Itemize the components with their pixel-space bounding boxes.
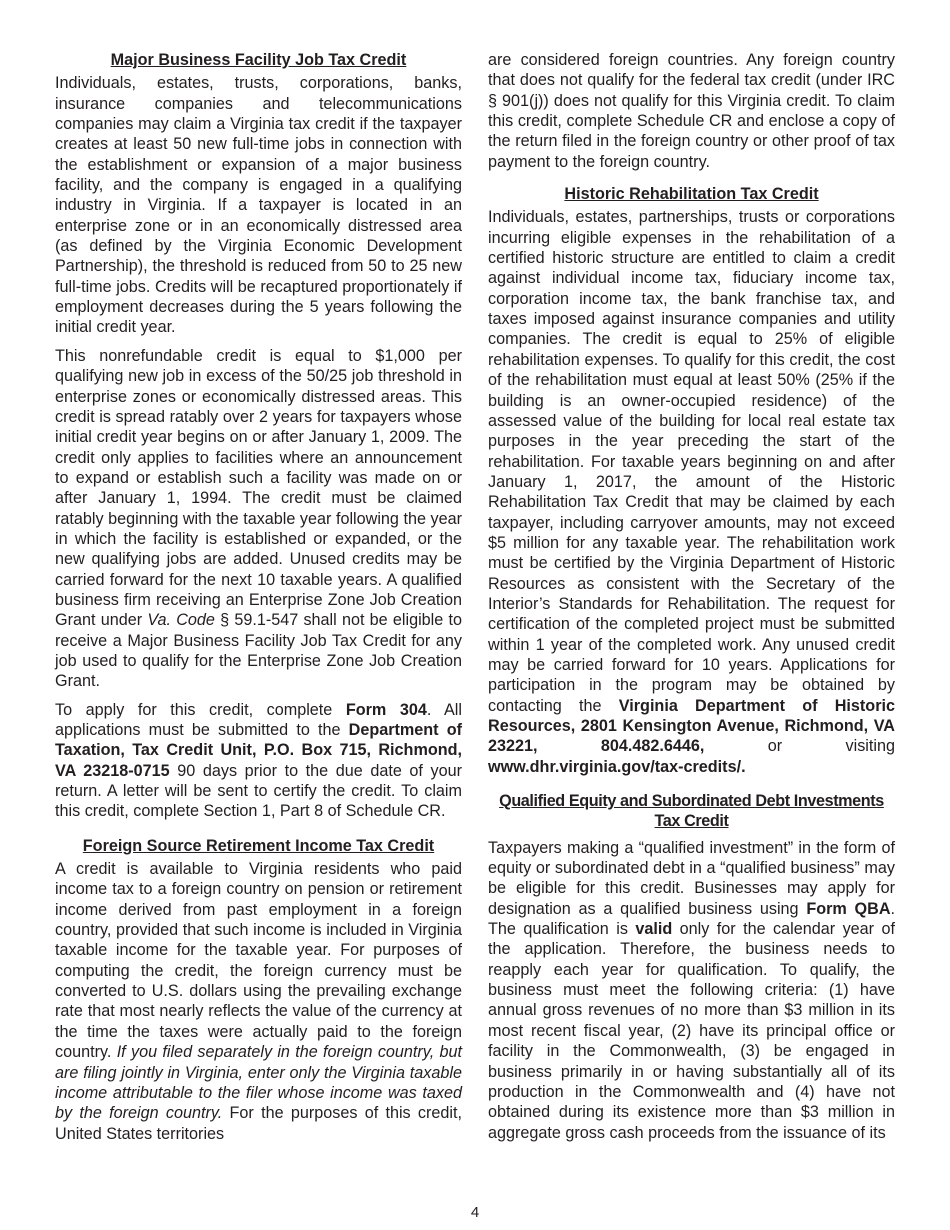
paragraph: [55, 859, 462, 1144]
text: . The qualification is: [488, 899, 896, 939]
italic-text: If you filed separately in the foreign country, but are filing jointly in Virginia, enter only the Virginia taxable income attributable to the filer whose income was taxed by the foreign country.: [55, 1043, 462, 1123]
section-heading-major-business-facility: Major Business Facility Job Tax Credit: [110, 51, 407, 69]
section-heading-historic-rehabilitation: Historic Rehabilitation Tax Credit: [564, 185, 819, 204]
website-link[interactable]: www.dhr.virginia.gov/tax-credits/.: [488, 757, 746, 776]
italic-text: Va. Code: [147, 611, 215, 630]
paragraph: Individuals, estates, trusts, corporations, banks, insurance companies and telecommunications companies may claim a Virginia tax credit if the taxpayer creates at least 50 new full-time jobs in connection with the establishment or expansion of a major business facility, and the company is engaged in a qualifying industry in Virginia. If a taxpayer is located in an enterprise zone or in an economically distressed area (as defined by the Virginia Economic Development Partnership), the threshold is reduced from 50 to 25 new full-time jobs. Credits will be recaptured proportionately if employment decreases during the 5 years following the initial credit year.: [55, 74, 462, 337]
paragraph: are considered foreign countries. Any foreign country that does not qualify for the federal tax credit (under IRC § 901(j)) does not qualify for this Virginia credit. To claim this credit, complete Schedule CR and enclose a copy of the return filed in the foreign country or other proof of tax payment to the foreign country.: [488, 51, 895, 171]
page-number: 4: [470, 1204, 480, 1221]
section-heading-qualified-equity: Qualified Equity and Subordinated Debt Investments Tax Credit: [499, 792, 884, 831]
text: . All applications must be submitted to the: [55, 700, 463, 739]
paragraph: [488, 207, 895, 777]
text: only for the calendar year of the application. Therefore, the business needs to reapply each year for qualification. To qualify, the business must meet the following criteria: (1) have annual gross revenues of no more than $3 million in its most recent fiscal year, (2) have its principal office or facility in the Commonwealth, (3) be engaged in business primarily in or having substantially all of its production in the Commonwealth and (4) have not obtained during its existence more than $3 million in aggregate gross cash proceeds from the issuance of its: [488, 920, 895, 1142]
mailing-address: Department of Taxation, Tax Credit Unit, P.O. Box 715, Richmond, VA 23218-0715: [55, 721, 462, 780]
form-reference: Form 304: [345, 700, 427, 719]
text: This nonrefundable credit is equal to $1,000 per qualifying new job in excess of the 50/25 job threshold in enterprise zones or economically distressed areas. This credit is spread ratably over 2 years for taxpayers whose initial credit year begins on or after January 1, 2009. The credit only applies to facilities where an announcement to expand or establish such a facility was made on or after January 1, 1994. The credit must be claimed ratably beginning with the taxable year following the year in which the facility is established or expanded, or the new qualifying jobs are added. Unused credits may be carried forward for the next 10 taxable years. A qualified business firm receiving an Enterprise Zone Job Creation Grant under: [55, 346, 462, 630]
paragraph: [55, 700, 462, 822]
text: Individuals, estates, partnerships, trusts or corporations incurring eligible expenses in the rehabilitation of a certified historic structure are entitled to claim a credit against individual income tax, fiduciary income tax, corporation income tax, the bank franchise tax, and taxes imposed against insurance companies and utility companies. The credit is equal to 25% of eligible rehabilitation expenses. To qualify for this credit, the cost of the rehabilitation must equal at least 50% (25% if the building is an owner-occupied residence) of the assessed value of the building for local real estate tax purposes in the year preceding the start of the rehabilitation. For taxable years beginning on and after January 1, 2017, the amount of the Historic Rehabilitation Tax Credit that may be claimed by each taxpayer, including carryover amounts, may not exceed $5 million for any taxable year. The rehabilitation work must be certified by the Virginia Department of Historic Resources as consistent with the Secretary of the Interior’s Standards for Rehabilitation. The request for certification of the completed project must be submitted within 1 year of the completed work. Any unused credit may be carried forward for 10 years. Applications for participation in the program may be obtained by contacting the: [488, 208, 895, 715]
text: A credit is available to Virginia residents who paid income tax to a foreign country on pension or retirement income derived from past employment in a foreign country, provided that such income is included in Virginia taxable income for the taxable year. For purposes of computing the credit, the foreign currency must be converted to U.S. dollars using the prevailing exchange rate that most nearly reflects the value of the currency at the time the taxes were actually paid to the foreign country.: [55, 860, 462, 1062]
paragraph: [488, 838, 895, 1143]
text: or visiting: [704, 737, 896, 756]
text: § 59.1-547 shall not be eligible to receive a Major Business Facility Job Tax Credit for any job used to qualify for the Enterprise Zone Job Creation Grant.: [55, 611, 462, 691]
contact-address: Virginia Department of Historic Resources, 2801 Kensington Avenue, Richmond, VA 23221, 804.482.6446,: [488, 696, 895, 756]
right-column: [488, 50, 895, 1151]
left-column: [55, 50, 462, 1152]
text: To apply for this credit, complete: [55, 700, 346, 719]
text: For the purposes of this credit, United States territories: [55, 1104, 462, 1143]
text: 90 days prior to the due date of your return. A letter will be sent to certify the credit. To claim this credit, complete Section 1, Part 8 of Schedule CR.: [55, 761, 462, 821]
emphasis: valid: [635, 920, 673, 939]
text: Taxpayers making a “qualified investment” in the form of equity or subordinated debt in a “qualified business” may be eligible for this credit. Businesses may apply for designation as a qualified business using: [488, 838, 895, 918]
paragraph: [55, 346, 462, 692]
section-heading-foreign-source-retirement: Foreign Source Retirement Income Tax Credit: [82, 836, 435, 855]
form-reference: Form QBA: [806, 899, 891, 918]
